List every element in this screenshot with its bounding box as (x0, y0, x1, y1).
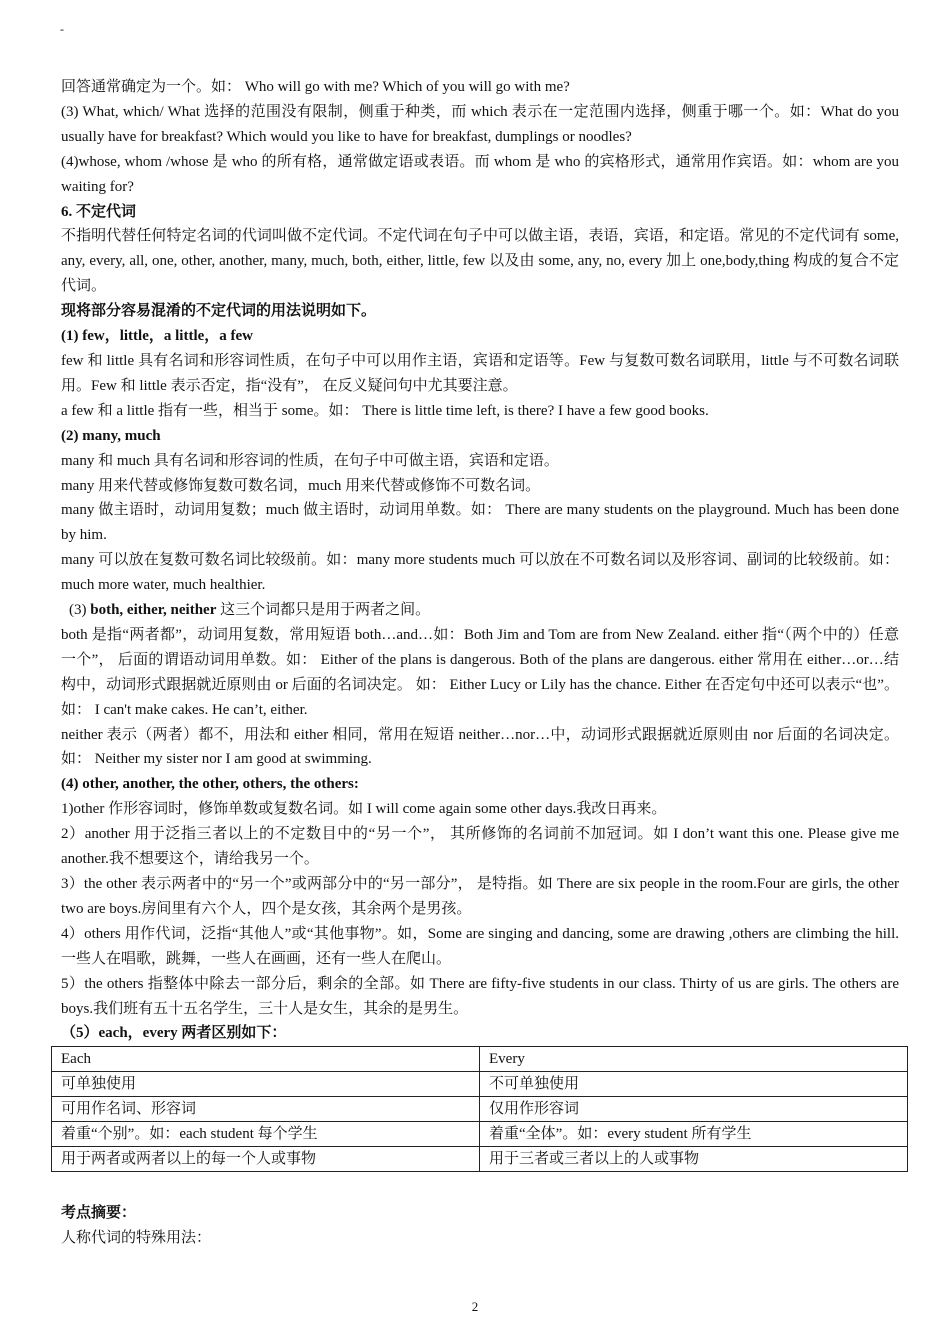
paragraph: 4）others 用作代词，泛指“其他人”或“其他事物”。如，Some are singing and dancing, some are drawing ,others are climbing the hill.一些人在唱歌，跳舞，一些人在画画，还有一些人在爬山。 (61, 925, 899, 967)
table-cell: Every (480, 1047, 908, 1072)
paragraph: both 是指“两者都”，动词用复数，常用短语 both…and…如：Both Jim and Tom are from New Zealand. either 指“（两个中的）任意一个”， 后面的谓语动词用单数。如： Either of the plans is dangerous. Both of the plans are dangerous. either 常用在 either…or…结构中，动词形式跟据就近原则由 or 后面的名词决定。 如： Either Lucy or Lily has the chance. Either 在否定句中还可以表示“也”。如： I can't make cakes. He can’t, either. (61, 626, 899, 718)
paragraph: few 和 little 具有名词和形容词性质，在句子中可以用作主语，宾语和定语等。Few 与复数可数名词联用，little 与不可数名词联用。Few 和 little 表示否定，指“没有”， 在反义疑问句中尤其要注意。 (61, 352, 899, 394)
section-heading: 现将部分容易混淆的不定代词的用法说明如下。 (61, 303, 377, 320)
table-cell: Each (52, 1047, 480, 1072)
paragraph-group-2 (61, 623, 899, 1046)
paragraph-group-1 (61, 75, 899, 598)
paragraph: 3）the other 表示两者中的“另一个”或两部分中的“另一部分”， 是特指。如 There are six people in the room.Four are girls, the other two are boys.房间里有六个人，四个是女孩，其余两个是男孩。 (61, 876, 899, 917)
section-heading: (4) other, another, the other, others, the others: (61, 776, 359, 793)
table-row (52, 1122, 908, 1147)
table-row (52, 1147, 908, 1172)
each-every-comparison-table (51, 1046, 908, 1172)
table-header-row (52, 1047, 908, 1072)
paragraph: many 可以放在复数可数名词比较级前。如：many more students much 可以放在不可数名词以及形容词、副词的比较级前。如：much more water, much healthier. (61, 552, 899, 594)
section-heading: (2) many, much (61, 427, 161, 444)
table-cell: 不可单独使用 (480, 1072, 908, 1097)
paragraph: 2）another 用于泛指三者以上的不定数目中的“另一个”， 其所修饰的名词前不加冠词。如 I don’t want this one. Please give me another.我不想要这个，请给我另一个。 (61, 826, 899, 868)
paragraph: 1)other 作形容词时，修饰单数或复数名词。如 I will come again some other days.我改日再来。 (61, 801, 667, 818)
heading-suffix: 这三个词都只是用于两者之间。 (216, 602, 431, 619)
paragraph: 回答通常确定为一个。如： Who will go with me? Which of you will go with me? (61, 79, 570, 95)
paragraph: many 做主语时，动词用复数；much 做主语时，动词用单数。如： There are many students on the playground. Much has been done by him. (61, 502, 899, 544)
paragraph: (4)whose, whom /whose 是 who 的所有格，通常做定语或表语。而 whom 是 who 的宾格形式，通常用作宾语。如：whom are you waiting for? (61, 153, 899, 195)
table-row (52, 1097, 908, 1122)
summary-line: 人称代词的特殊用法： (61, 1230, 212, 1246)
section-heading: 6. 不定代词 (61, 203, 137, 220)
both-either-neither-heading (61, 598, 899, 623)
page-number: 2 (471, 1299, 479, 1314)
section-heading: （5）each，every 两者区别如下： (61, 1025, 287, 1042)
table-cell: 用于两者或两者以上的每一个人或事物 (52, 1147, 480, 1172)
table-cell: 着重“全体”。如：every student 所有学生 (480, 1122, 908, 1147)
summary-section (61, 1201, 211, 1251)
table-cell: 用于三者或三者以上的人或事物 (480, 1147, 908, 1172)
section-heading: (1) few，little，a little，a few (61, 328, 254, 345)
paragraph: neither 表示（两者）都不，用法和 either 相同，常用在短语 neither…nor…中，动词形式跟据就近原则由 nor 后面的名词决定。 如： Neither my sister nor I am good at swimming. (61, 726, 899, 768)
paragraph: (3) What, which/ What 选择的范围没有限制，侧重于种类，而 which 表示在一定范围内选择，侧重于哪一个。如：What do you usually have for breakfast? Which would you like to have for breakfast, dumplings or noodles? (61, 103, 899, 145)
summary-heading: 考点摘要： (61, 1205, 137, 1221)
table-row (52, 1072, 908, 1097)
body-text (61, 75, 899, 1046)
paragraph: many 用来代替或修饰复数可数名词，much 用来代替或修饰不可数名词。 (61, 477, 541, 494)
paragraph: many 和 much 具有名词和形容词的性质，在句子中可做主语，宾语和定语。 (61, 452, 559, 469)
header-mark: - (60, 22, 64, 36)
paragraph: 不指明代替任何特定名词的代词叫做不定代词。不定代词在句子中可以做主语，表语，宾语，和定语。常见的不定代词有 some, any, every, all, one, other, another, many, much, both, either, little, few 以及由 some, any, no, every 加上 one,body,thing 构成的复合不定代词。 (61, 228, 899, 295)
paragraph: a few 和 a little 指有一些，相当于 some。如： There is little time left, is there? I have a few good books. (61, 402, 709, 419)
table-cell: 可用作名词、形容词 (52, 1097, 480, 1122)
table-cell: 可单独使用 (52, 1072, 480, 1097)
paragraph: 5）the others 指整体中除去一部分后，剩余的全部。如 There are fifty-five students in our class. Thirty of us are girls. The others are boys.我们班有五十五名学生，三十人是女生，其余的是男生。 (61, 975, 899, 1017)
heading-prefix: (3) (69, 602, 91, 619)
table-cell: 着重“个别”。如：each student 每个学生 (52, 1122, 480, 1147)
table-cell: 仅用作形容词 (480, 1097, 908, 1122)
heading-bold-part: both, either, neither (90, 602, 217, 619)
